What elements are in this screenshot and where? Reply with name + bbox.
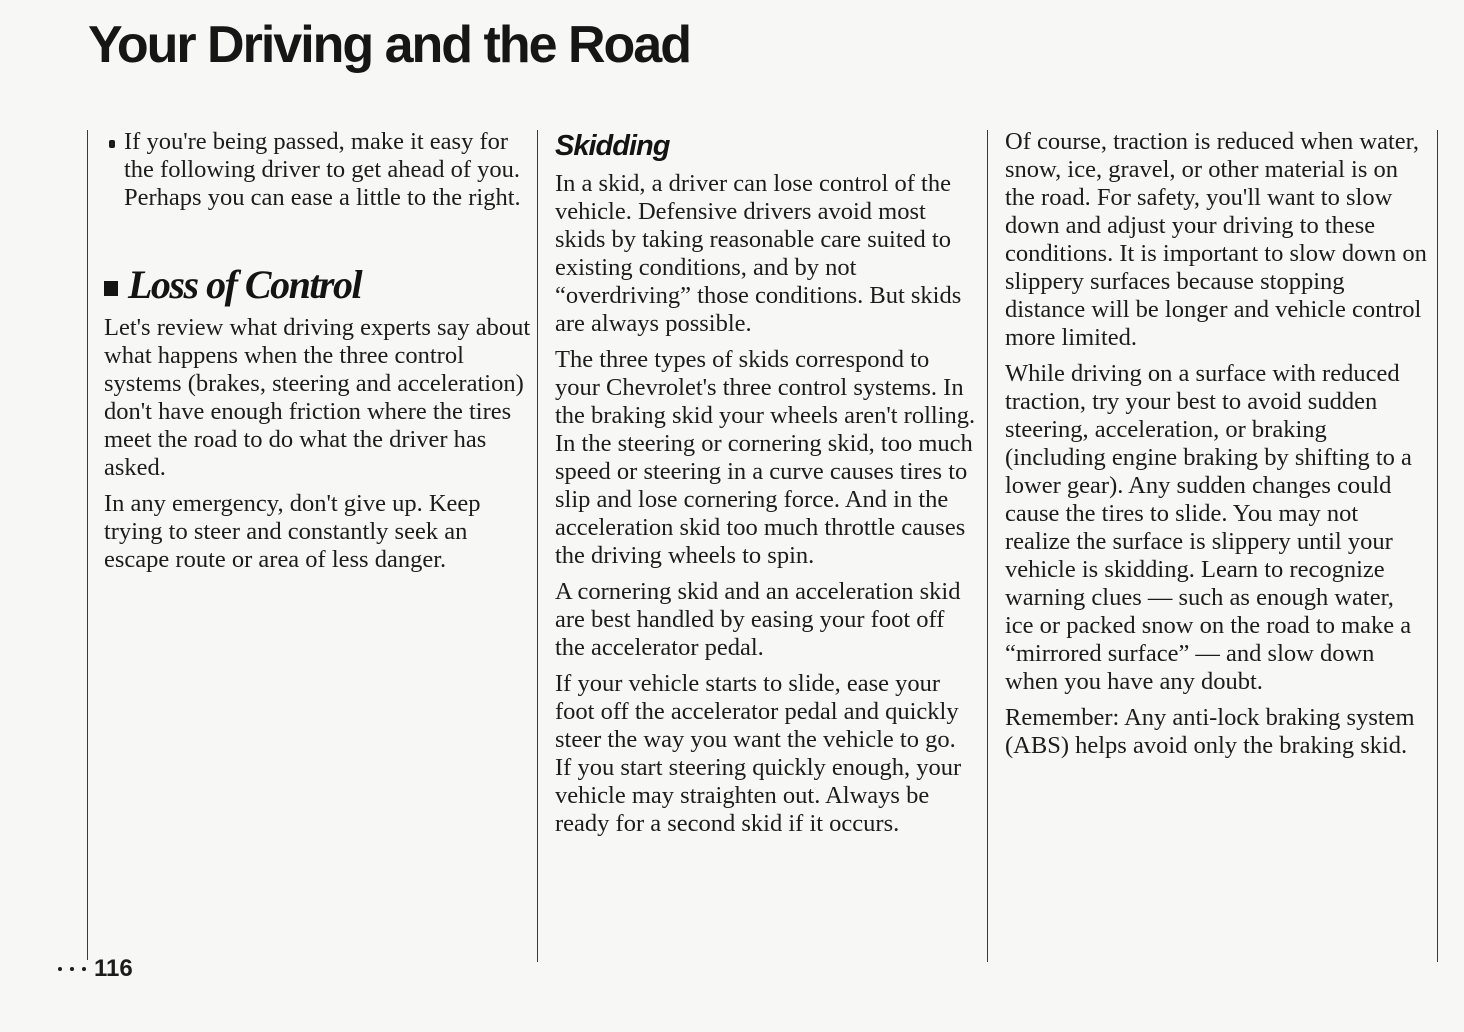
paragraph: If your vehicle starts to slide, ease your foot off the accelerator pedal and quickly steer the way you want the vehicle to go. If you start steering quickly enough, your vehicle may straighten out. Always be ready for a second skid if it occurs. — [555, 670, 962, 837]
column-divider-left — [87, 130, 88, 960]
column-divider-middle-2 — [987, 130, 988, 962]
text-column-2 — [555, 128, 977, 846]
page-number: 116 — [94, 955, 133, 982]
section-heading-loss-of-control — [104, 262, 532, 308]
paragraph: In a skid, a driver can lose control of the vehicle. Defensive drivers avoid most skids by taking reasonable care suited to existing conditions, and by not “overdriving” those conditions. But skids are always possible. — [555, 170, 962, 337]
text-column-1 — [104, 128, 532, 582]
footer-dot-icon — [82, 967, 86, 971]
paragraph: In any emergency, don't give up. Keep trying to steer and constantly seek an escape route or area of less danger. — [104, 490, 481, 573]
bullet-text: If you're being passed, make it easy for the following driver to get ahead of you. Perhaps you can ease a little to the right. — [124, 128, 521, 211]
sub-heading-skidding: Skidding — [555, 130, 670, 162]
paragraph: The three types of skids correspond to your Chevrolet's three control systems. In the braking skid your wheels aren't rolling. In the steering or cornering skid, too much speed or steering in a curve causes tires to slip and lose cornering force. And in the acceleration skid too much throttle causes the driving wheels to spin. — [555, 346, 976, 569]
paragraph: While driving on a surface with reduced traction, try your best to avoid sudden steering, acceleration, or braking (including engine braking by shifting to a lower gear). Any sudden changes could cause the tires to slide. You may not realize the surface is slippery until your vehicle is skidding. Learn to recognize warning clues — such as enough water, ice or packed snow on the road to make a “mirrored surface” — and slow down when you have any doubt. — [1005, 360, 1412, 695]
column-divider-right — [1437, 130, 1438, 962]
bullet-icon — [109, 140, 115, 148]
page-footer — [58, 955, 133, 983]
footer-dot-icon — [70, 967, 74, 971]
paragraph: A cornering skid and an acceleration skid are best handled by easing your foot off the accelerator pedal. — [555, 578, 961, 661]
bullet-item — [104, 128, 532, 212]
paragraph: Of course, traction is reduced when water, snow, ice, gravel, or other material is on the road. For safety, you'll want to slow down and adjust your driving to these conditions. It is important to slow down on slippery surfaces because stopping distance will be longer and vehicle control more limited. — [1005, 128, 1427, 351]
section-heading-text: Loss of Control — [128, 262, 362, 307]
text-column-3 — [1005, 128, 1427, 768]
paragraph: Let's review what driving experts say about what happens when the three control systems (brakes, steering and acceleration) don't have enough friction where the tires meet the road to do what the driver has asked. — [104, 314, 531, 481]
page-title: Your Driving and the Road — [88, 16, 690, 74]
paragraph: Remember: Any anti-lock braking system (ABS) helps avoid only the braking skid. — [1005, 704, 1415, 759]
column-divider-middle-1 — [537, 130, 538, 962]
square-bullet-icon — [104, 281, 118, 296]
footer-dot-icon — [58, 967, 62, 971]
